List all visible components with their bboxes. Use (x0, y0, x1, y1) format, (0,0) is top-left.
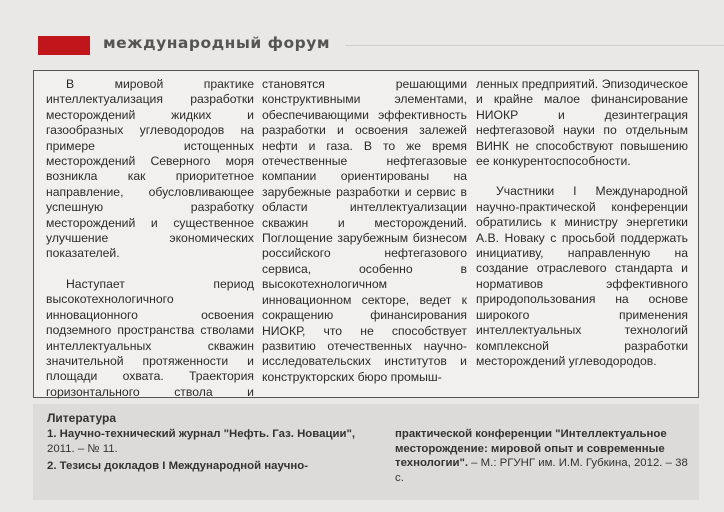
paragraph: Участники I Международной научно-практической конференции обратились к министру энергетики А.В. Новаку с просьбой поддержать инициативу, направленную на создание отраслевого стандарта и нормативов эффективного природопользования на основе широкого применения интеллектуальных технологий комплексной разработки месторождений углеводородов. (476, 184, 688, 368)
reference-1-details: 2011. – № 11. (47, 442, 118, 455)
reference-1-title: 1. Научно-технический журнал "Нефть. Газ. Новации", (47, 428, 356, 440)
header-divider (345, 45, 724, 46)
paragraph: становятся решающими конструктивными элементами, обеспечивающими эффективность разработки и освоения залежей нефти и газа. В то же время отечественные нефтегазовые компании ориентированы на зарубежные разработки и сервис в области интеллектуализации скважин и месторождений. Поглощение зарубежным бизнесом российского нефтегазового сервиса, особенно в высокотехнологичном инновационном секторе, ведет к сокращению финансирования НИОКР, что не способствует развитию отечественных научно-исследовательских институтов и конструкторских бюро промыш- (262, 77, 467, 384)
reference-2-details: – М.: РГУНГ им. И.М. Губкина, 2012. – 38 с. (395, 457, 688, 484)
paragraph: ленных предприятий. Эпизодическое и крайне малое финансирование НИОКР и дезинтеграция нефтегазовой науки по отдельным ВИНК не способствуют повышению ее конкурентоспособности. (476, 77, 688, 169)
section-accent-bar (38, 36, 90, 55)
article-column-2 (262, 77, 467, 385)
reference-2-title: практической конференции "Интеллектуальное месторождение: мировой опыт и современные технологии". (395, 428, 667, 470)
article-column-1 (46, 77, 254, 416)
article-column-3 (476, 77, 688, 369)
references-block (33, 404, 699, 500)
paragraph: В мировой практике интеллектуализация разработки месторождений жидких и газообразных углеводородов на примере истощенных месторождений Северного моря возникла как приоритетное направление, обусловливающее успешную разработку месторождений и существенное улучшение экономических показателей. (46, 77, 254, 261)
paragraph: Наступает период высокотехнологичного инновационного освоения подземного пространства стволами интеллектуальных скважин значительной протяженности и площади охвата. Траектория горизонтального ствола и (46, 276, 254, 399)
references-title: Литература (47, 411, 117, 425)
article-body (33, 70, 699, 398)
reference-item-2-continued (395, 427, 691, 485)
reference-item-2: 2. Тезисы докладов I Международной научно- (47, 460, 309, 472)
section-title: международный форум (103, 34, 331, 52)
reference-item-1 (47, 427, 369, 456)
